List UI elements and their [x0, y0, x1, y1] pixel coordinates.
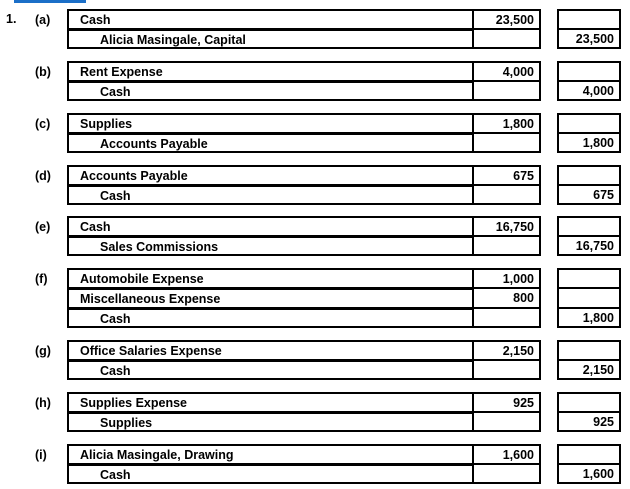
credit-cell: [557, 29, 621, 49]
credit-amount: 2,150: [582, 363, 614, 377]
debit-cell: [472, 308, 541, 328]
entry-line: [67, 236, 621, 256]
credit-cell: [557, 216, 621, 236]
account-name: Cash: [100, 364, 131, 378]
debit-cell: [472, 268, 541, 288]
account-name: Sales Commissions: [100, 240, 219, 254]
account-name: Accounts Payable: [80, 169, 188, 183]
entry-line: [67, 165, 621, 185]
credit-cell: [557, 464, 621, 484]
debit-cell: [472, 444, 541, 464]
credit-cell: [557, 288, 621, 308]
entry-line: [67, 113, 621, 133]
debit-amount: 1,000: [502, 272, 534, 286]
entry-label: (e): [35, 220, 51, 234]
account-name: Supplies: [80, 117, 133, 131]
account-name: Automobile Expense: [80, 272, 204, 286]
credit-cell: [557, 392, 621, 412]
account-name: Supplies Expense: [80, 396, 187, 410]
account-name: Miscellaneous Expense: [80, 292, 221, 306]
account-cell: [67, 308, 472, 328]
account-cell: [67, 360, 472, 380]
credit-amount: 23,500: [575, 32, 614, 46]
debit-amount: 1,800: [502, 117, 534, 131]
account-name: Cash: [100, 312, 131, 326]
account-cell: [67, 236, 472, 256]
account-cell: [67, 133, 472, 153]
account-cell: [67, 29, 472, 49]
entry-label: (a): [35, 13, 51, 27]
credit-cell: [557, 165, 621, 185]
debit-cell: [472, 288, 541, 308]
account-name: Rent Expense: [80, 65, 163, 79]
debit-cell: [472, 360, 541, 380]
credit-cell: [557, 412, 621, 432]
credit-cell: [557, 61, 621, 81]
debit-amount: 23,500: [495, 13, 534, 27]
debit-cell: [472, 216, 541, 236]
credit-cell: [557, 236, 621, 256]
credit-cell: [557, 185, 621, 205]
credit-amount: 1,800: [582, 136, 614, 150]
account-name: Supplies: [100, 416, 153, 430]
entry-line: [67, 185, 621, 205]
entry-label: (f): [35, 272, 48, 286]
account-cell: [67, 81, 472, 101]
entry-label: (h): [35, 396, 51, 410]
entry-line: [67, 268, 621, 288]
account-name: Cash: [100, 468, 131, 482]
debit-amount: 16,750: [495, 220, 534, 234]
debit-cell: [472, 61, 541, 81]
debit-cell: [472, 9, 541, 29]
entry-label: (b): [35, 65, 51, 79]
account-name: Accounts Payable: [100, 137, 208, 151]
credit-amount: 925: [593, 415, 614, 429]
entry-line: [67, 9, 621, 29]
entry-line: [67, 412, 621, 432]
debit-amount: 2,150: [502, 344, 534, 358]
entry-label: (i): [35, 448, 47, 462]
account-name: Cash: [100, 189, 131, 203]
debit-cell: [472, 81, 541, 101]
debit-amount: 4,000: [502, 65, 534, 79]
entry-line: [67, 133, 621, 153]
entry-table: [67, 268, 621, 328]
debit-amount: 675: [513, 169, 534, 183]
debit-cell: [472, 340, 541, 360]
credit-cell: [557, 113, 621, 133]
credit-cell: [557, 340, 621, 360]
account-cell: [67, 216, 472, 236]
entry-table: [67, 216, 621, 256]
debit-amount: 1,600: [502, 448, 534, 462]
account-name: Cash: [80, 220, 111, 234]
account-name: Cash: [100, 85, 131, 99]
entry-label: (g): [35, 344, 51, 358]
account-name: Alicia Masingale, Capital: [100, 33, 246, 47]
entry-line: [67, 81, 621, 101]
debit-cell: [472, 464, 541, 484]
entry-table: [67, 392, 621, 432]
entry-line: [67, 216, 621, 236]
entry-label: (c): [35, 117, 51, 131]
account-cell: [67, 412, 472, 432]
question-number: 1.: [6, 12, 17, 26]
credit-cell: [557, 268, 621, 288]
account-cell: [67, 392, 472, 412]
credit-amount: 4,000: [582, 84, 614, 98]
debit-amount: 800: [513, 291, 534, 305]
credit-amount: 1,800: [582, 311, 614, 325]
entry-table: [67, 165, 621, 205]
account-name: Alicia Masingale, Drawing: [80, 448, 234, 462]
entry-line: [67, 444, 621, 464]
account-name: Office Salaries Expense: [80, 344, 222, 358]
entry-table: [67, 340, 621, 380]
debit-cell: [472, 185, 541, 205]
entry-table: [67, 444, 621, 484]
credit-cell: [557, 360, 621, 380]
entry-line: [67, 360, 621, 380]
debit-cell: [472, 236, 541, 256]
debit-cell: [472, 165, 541, 185]
top-accent-bar: [14, 0, 86, 3]
entry-table: [67, 61, 621, 101]
entry-table: [67, 113, 621, 153]
entry-line: [67, 392, 621, 412]
entry-line: [67, 288, 621, 308]
credit-amount: 675: [593, 188, 614, 202]
entry-label: (d): [35, 169, 51, 183]
account-cell: [67, 340, 472, 360]
debit-amount: 925: [513, 396, 534, 410]
entry-line: [67, 340, 621, 360]
entry-line: [67, 29, 621, 49]
account-cell: [67, 9, 472, 29]
account-name: Cash: [80, 13, 111, 27]
debit-cell: [472, 133, 541, 153]
debit-cell: [472, 113, 541, 133]
entry-table: [67, 9, 621, 49]
credit-cell: [557, 9, 621, 29]
account-cell: [67, 185, 472, 205]
account-cell: [67, 113, 472, 133]
account-cell: [67, 444, 472, 464]
entry-line: [67, 308, 621, 328]
entry-line: [67, 464, 621, 484]
account-cell: [67, 464, 472, 484]
debit-cell: [472, 392, 541, 412]
credit-amount: 16,750: [575, 239, 614, 253]
entry-line: [67, 61, 621, 81]
account-cell: [67, 165, 472, 185]
credit-cell: [557, 444, 621, 464]
credit-cell: [557, 308, 621, 328]
credit-cell: [557, 81, 621, 101]
account-cell: [67, 61, 472, 81]
credit-amount: 1,600: [582, 467, 614, 481]
debit-cell: [472, 412, 541, 432]
credit-cell: [557, 133, 621, 153]
account-cell: [67, 268, 472, 288]
debit-cell: [472, 29, 541, 49]
account-cell: [67, 288, 472, 308]
